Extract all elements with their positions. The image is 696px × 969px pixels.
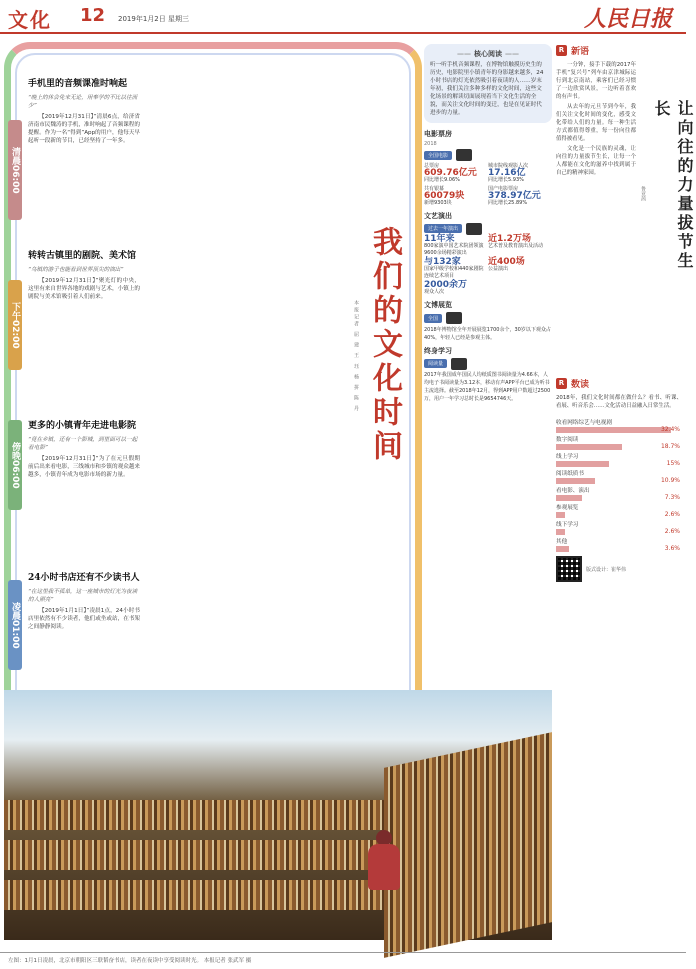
section-title: 文化 [8,8,52,32]
bar-label: 阅读纸质书 [556,471,584,477]
bar-fill [556,529,565,535]
expo-tag: 全国 [424,314,442,323]
qr-block [556,556,682,582]
theatre-icon [466,223,482,235]
new-words-tag: R 新语 [556,44,682,57]
film-stat: 共有银幕 60079块 新增9303块 [424,185,465,206]
expo-text: 2018年博物馆全年开展展览1700余个，30岁以下观众占40%，年轻人已经是参观主体。 [424,326,551,341]
article-title: 转转古镇里的剧院、美术馆 [28,251,137,261]
newspaper-logo: 人民日报 [583,6,672,32]
core-reading-text: 听一听手机音频课程，在博物馆触摸历史生的历史，电影院里小镇青年的身影越来越多，24小时书店的灯光依然吸引着夜读的人……岁末年初，我们关注多种多样的文化时间，这些文化场景的解读切面展现着当下文化生活的全貌，而关注文化时间的变迁，也是在见证时代进步的力量。 [430,62,544,116]
bar-item [556,454,682,467]
performance-section-title: 文艺演出 [424,211,452,220]
bar-label: 线下学习 [556,522,579,528]
bar-label: 数字阅读 [556,437,579,443]
reading-text: 2017年我国成年国民人均纸质图书阅读量为4.66本，人均电子书阅读量为3.12本，移动有声APP平台已成为听书主流选择。截至2018年12月，得到APP用户数超过2500万，用户一年学习总时长是9654746天。 [424,372,551,402]
commentary-author: 鲁亚茜 [640,186,646,201]
bar-fill [556,495,582,501]
bar-value: 32.4% [660,426,680,433]
page-number: 12 [80,5,106,26]
timeline-badge-afternoon: 下午02:00 [8,280,22,370]
reading-tag: 阅读量 [424,359,447,368]
bar-label: 其他 [556,539,568,545]
museum-icon [446,312,462,324]
article-town-theatre [28,250,140,303]
film-stats [424,163,552,207]
article-lead: “乌镇的游子也能看到世界顶尖的演出” [28,267,124,273]
bar-fill [556,427,671,433]
commentary-text: 一分钟，接手下载的2017年手机“复兴号”列车由京津城际运行到北京南站，乘客们已经习惯了一边欣赏风景，一边听着喜欢的有声书。 从去年的元旦节到今年，我们关注文化时间的变化，感受文化带给人们的力量。每一种生活方式都值得尊重，每一份向往都值得被看见。 文化是一个民族的灵魂，让向往的力量拔节生长，让每一个人都能在文化的滋养中找到属于自己的精神家园。 [556,62,636,176]
photo-caption: 左图：1月1日凌晨，北京市朝阳区三联韬奋书店，读者在夜读中享受阅读时光。 本报记者 张武军 摄 [0,952,686,969]
bar-fill [556,461,609,467]
timeline-badge-night: 凌晨01:00 [8,580,22,670]
bar-value: 7.3% [664,494,680,501]
bar-value: 3.6% [664,545,680,552]
bar-fill [556,478,595,484]
bar-item [556,505,682,518]
film-section-title: 电影票房 [424,130,452,138]
article-paragraph: 【2019年12月31日】”为了在元旦假期前后出来看电影，三线城市和乡镇的观众越来越多，小镇青年成为电影市场的新力量。 [28,456,140,478]
core-reading-title: —— 核心阅读 —— [430,50,546,58]
perf-stat: 与132家 国家甲级学校和440家剧院连续艺术项目 [424,257,484,279]
perf-stat: 近400场 公益演出 [488,257,525,272]
qr-code [556,556,582,582]
article-lead: “竟在乡镇，还有一个影城，到里面可以一起看电影” [28,437,138,451]
perf-stat: 2000余万 观众人次 [424,280,468,295]
film-stat: 城市院线观影人次 17.16亿 同比增长5.93% [488,162,529,183]
film-stat: 总票房 609.76亿元 同比增长9.06% [424,162,477,183]
article-title: 24小时书店还有不少读书人 [28,573,140,583]
perf-stat: 11年来 800家演中国艺术院团领演9600余场精彩演出 [424,234,484,256]
film-tag: 全国电影 [424,151,452,160]
timeline-badge-morning: 清晨06:00 [8,120,22,220]
issue-date: 2019年1月2日 星期三 [118,15,189,23]
activity-bar-chart [556,420,682,552]
reader-figure [364,830,404,890]
bar-item [556,471,682,484]
article-paragraph: 【2019年12月31日】”清晨6点，给济省济南市民魏涛的手机，准时响起了音频课程的提醒。作为一名“得到”App的用户，他每天早起听一段新的节目，已经坚持了一年多。 [28,114,140,144]
expo-section-title: 文博展览 [424,301,452,309]
article-cinema [28,420,140,481]
reading-section-title: 终身学习 [424,346,452,355]
article-paragraph: 【2019年1月1日】”凌晨1点，24小时书店里依然有不少读者，他们或坐或站，在书架之间静静阅读。 [28,608,140,630]
bar-label: 看电影、演出 [556,488,590,494]
performance-stats [424,236,552,296]
byline: 本报记者 屈 建 王 珏 杨 拼 陈 丹 [353,300,359,413]
bar-value: 10.9% [660,477,680,484]
r-badge-icon: R [556,45,567,56]
bar-fill [556,444,622,450]
perf-stat: 近1.2万场 艺术普及教育演出及活动 [488,234,544,249]
timeline-badge-evening: 傍晚06:00 [8,420,22,510]
bar-item [556,437,682,450]
info-column [424,44,552,403]
bookstore-photo [4,690,552,940]
article-title: 更多的小镇青年走进电影院 [28,421,137,431]
film-stat: 国产电影票房 378.97亿元 同比增长25.89% [488,185,541,206]
article-24h-bookstore [28,572,140,633]
article-audio-course [28,78,140,147]
film-camera-icon [456,149,472,161]
bar-value: 15% [666,460,680,467]
article-paragraph: 【2019年12月31日】”聚光灯的中央，这里有来自世界各地的戏剧与艺术，小镇上的剧院与美术馆吸引着人们前来。 [28,278,140,300]
page-header [0,0,686,34]
design-credit: 版式设计：崔华伟 [586,566,627,573]
performance-tag: 过去一年演出 [424,224,462,233]
core-reading-box [424,44,552,123]
r-badge-icon: R [556,378,567,389]
book-icon [451,358,467,370]
data-reading-tag: R 数读 [556,377,682,390]
bar-item [556,420,682,433]
data-reading-text: 2018年，我们文化时间都在做什么？看书、听课、看展、听音乐会……文化活动日益融入日常生活。 [556,395,682,409]
commentary-headline: 让向往的力量拔节生长 [652,100,694,271]
bar-value: 2.6% [664,511,680,518]
bar-item [556,522,682,535]
film-year: 2018 [424,141,437,147]
bar-value: 2.6% [664,528,680,535]
bar-fill [556,546,569,552]
bar-fill [556,512,565,518]
bar-label: 参观展览 [556,505,579,511]
bar-item [556,539,682,552]
article-lead: “在这里我不孤单，这一座城市的灯光为夜读的人照亮” [28,589,138,603]
bar-label: 线上学习 [556,454,579,460]
feature-headline: 我们的文化时间 [367,226,402,464]
bar-item [556,488,682,501]
article-lead: “晚上的休会免来无论，用奉学的不比以往而少” [28,95,138,109]
bar-value: 18.7% [660,443,680,450]
bar-label: 收看网络综艺与电视剧 [556,420,612,426]
article-title: 手机里的音频课准时响起 [28,79,128,89]
